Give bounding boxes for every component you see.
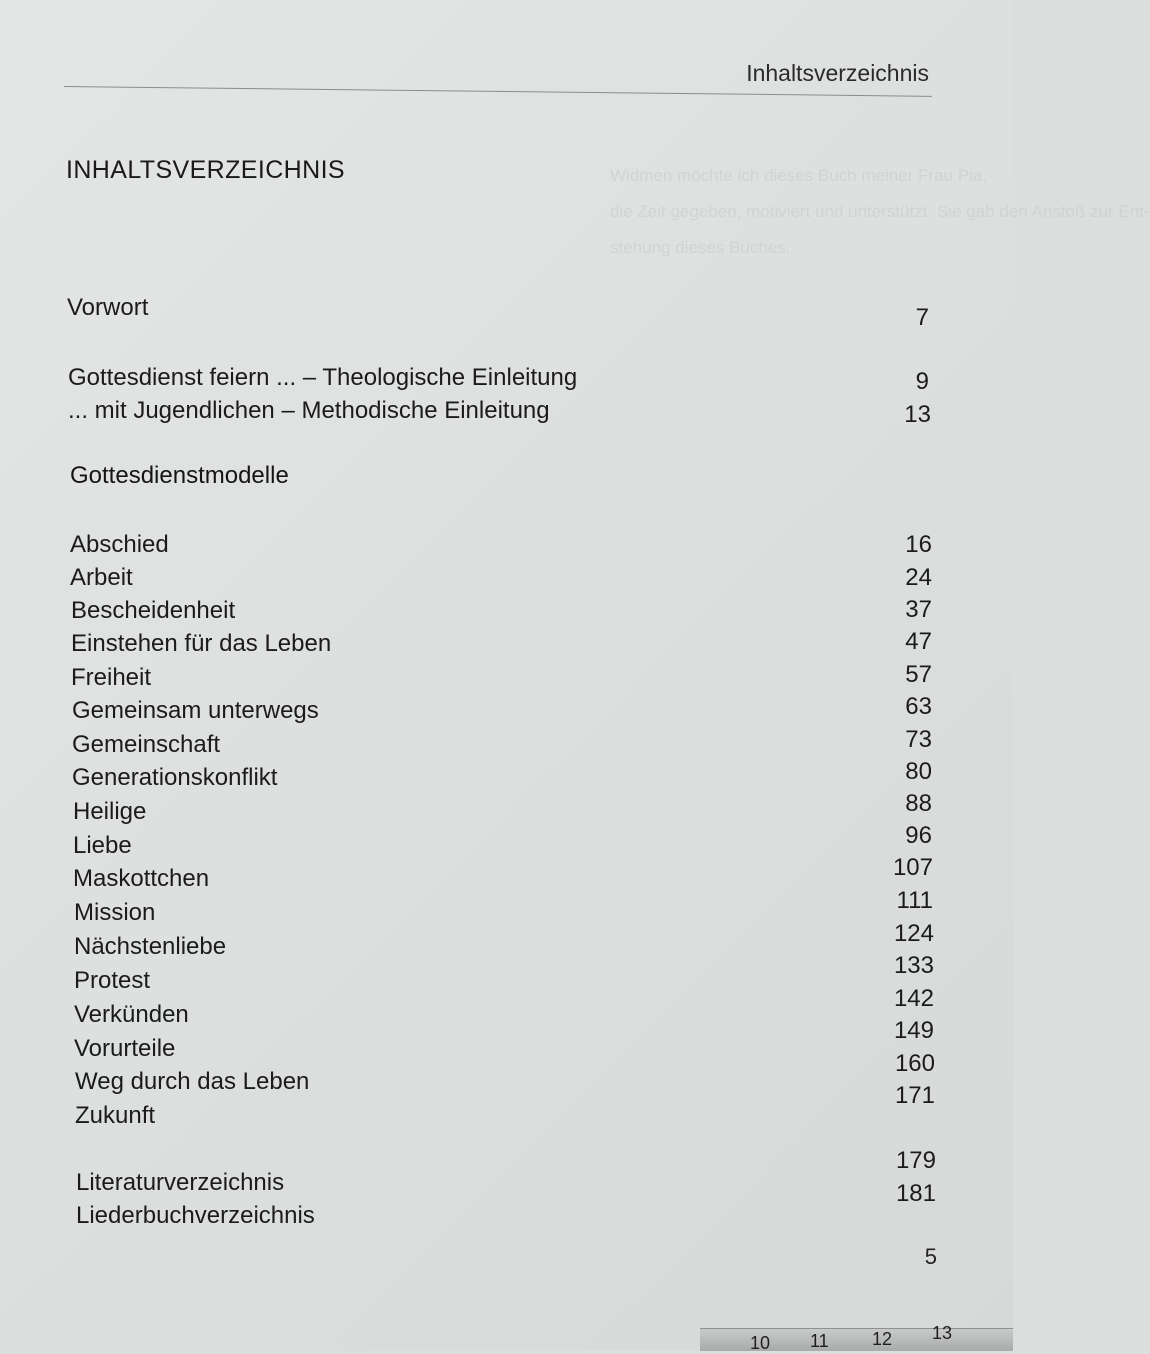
toc-entry	[0, 758, 1013, 798]
bleed-through-text	[610, 158, 1150, 266]
page-number: 5	[924, 1244, 937, 1269]
toc-entry	[0, 726, 1013, 765]
entry-page: 96	[905, 822, 932, 849]
entry-page: 9	[915, 368, 929, 395]
ruler-number: 12	[872, 1329, 893, 1349]
entry-page: 7	[915, 304, 929, 331]
toc-entry	[0, 693, 1013, 731]
entry-page: 124	[893, 920, 934, 947]
toc-entry	[0, 985, 1013, 1035]
toc-entry	[0, 822, 1013, 866]
entry-page: 16	[905, 531, 932, 558]
entry-label: Protest	[74, 967, 151, 994]
entry-page: 37	[905, 596, 932, 623]
entry-label: Liebe	[73, 832, 132, 859]
entry-label: Nächstenliebe	[74, 933, 227, 960]
toc-entry	[0, 661, 1013, 698]
ruler-number: 11	[810, 1331, 829, 1351]
toc-title: INHALTSVERZEICHNIS	[66, 156, 346, 184]
entry-page: 80	[905, 758, 932, 785]
entry-page: 171	[894, 1082, 935, 1109]
entry-label: Mission	[74, 899, 156, 926]
entry-label: Generationskonflikt	[72, 764, 278, 791]
entry-label: Freiheit	[71, 664, 152, 691]
entry-page: 179	[895, 1147, 936, 1174]
entry-page: 88	[905, 790, 932, 817]
entry-label: Bescheidenheit	[71, 597, 236, 624]
entry-page: 149	[893, 1017, 934, 1044]
entry-page: 133	[893, 952, 934, 979]
entry-label: Abschied	[70, 531, 169, 558]
ruler	[700, 1323, 1013, 1353]
entry-page: 142	[893, 985, 934, 1012]
ruler-number: 10	[750, 1333, 771, 1353]
toc-entry-theologische-einleitung	[0, 364, 1013, 398]
toc-entry	[0, 920, 1013, 967]
entry-page: 24	[905, 564, 932, 591]
toc-entry	[0, 564, 1013, 598]
entry-page: 107	[892, 854, 933, 881]
entry-label: Zukunft	[75, 1102, 156, 1129]
entry-page: 181	[895, 1180, 936, 1207]
entry-label: Vorwort	[67, 294, 149, 321]
entry-page: 160	[894, 1050, 935, 1077]
toc-entry	[0, 531, 1013, 565]
entry-label: Literaturverzeichnis	[76, 1169, 285, 1196]
entry-label: Gemeinsam unterwegs	[72, 697, 319, 724]
running-header: Inhaltsverzeichnis	[746, 60, 929, 86]
bleed-line: Widmen möchte ich dieses Buch meiner Frau Pia,	[610, 166, 987, 185]
toc-entry	[0, 854, 1013, 899]
bleed-line: stehung dieses Buches.	[610, 238, 791, 257]
entry-label: Heilige	[73, 798, 147, 825]
entry-label: Gottesdienst feiern ... – Theologische Einleitung	[68, 364, 578, 391]
toc-entry-literaturverzeichnis	[0, 1147, 1013, 1203]
toc-entry-vorwort	[0, 294, 1013, 331]
toc-entry	[0, 630, 1013, 664]
section-heading: Gottesdienstmodelle	[70, 462, 289, 489]
toc-entry	[0, 790, 1013, 832]
entry-page: 57	[905, 661, 932, 688]
entry-label: Gemeinschaft	[72, 731, 221, 758]
header-rule	[64, 86, 932, 97]
entry-page: 73	[905, 726, 932, 753]
entry-label: ... mit Jugendlichen – Methodische Einleitung	[68, 397, 550, 424]
entry-page: 63	[905, 693, 932, 720]
toc-entry-methodische-einleitung	[0, 397, 1013, 431]
entry-label: Einstehen für das Leben	[71, 630, 332, 657]
toc-entry	[0, 952, 1013, 1001]
toc-entry	[0, 1082, 1013, 1136]
ruler-number: 13	[932, 1323, 953, 1343]
toc-entry	[0, 1050, 1013, 1102]
entry-label: Vorurteile	[74, 1035, 176, 1062]
entry-label: Liederbuchverzeichnis	[76, 1202, 315, 1229]
entry-page: 111	[896, 887, 933, 914]
toc-entry	[0, 887, 1013, 933]
toc-entry	[0, 1017, 1013, 1069]
entry-page: 47	[905, 628, 932, 655]
entry-label: Arbeit	[70, 564, 133, 591]
entry-label: Maskottchen	[73, 865, 210, 892]
entry-label: Verkünden	[74, 1001, 189, 1028]
bleed-line: die Zeit gegeben, motiviert und unterstützt. Sie gab den Anstoß zur Ent-	[610, 202, 1150, 221]
entry-label: Weg durch das Leben	[75, 1068, 310, 1095]
toc-entry	[0, 597, 1013, 631]
entry-page: 13	[904, 401, 931, 428]
